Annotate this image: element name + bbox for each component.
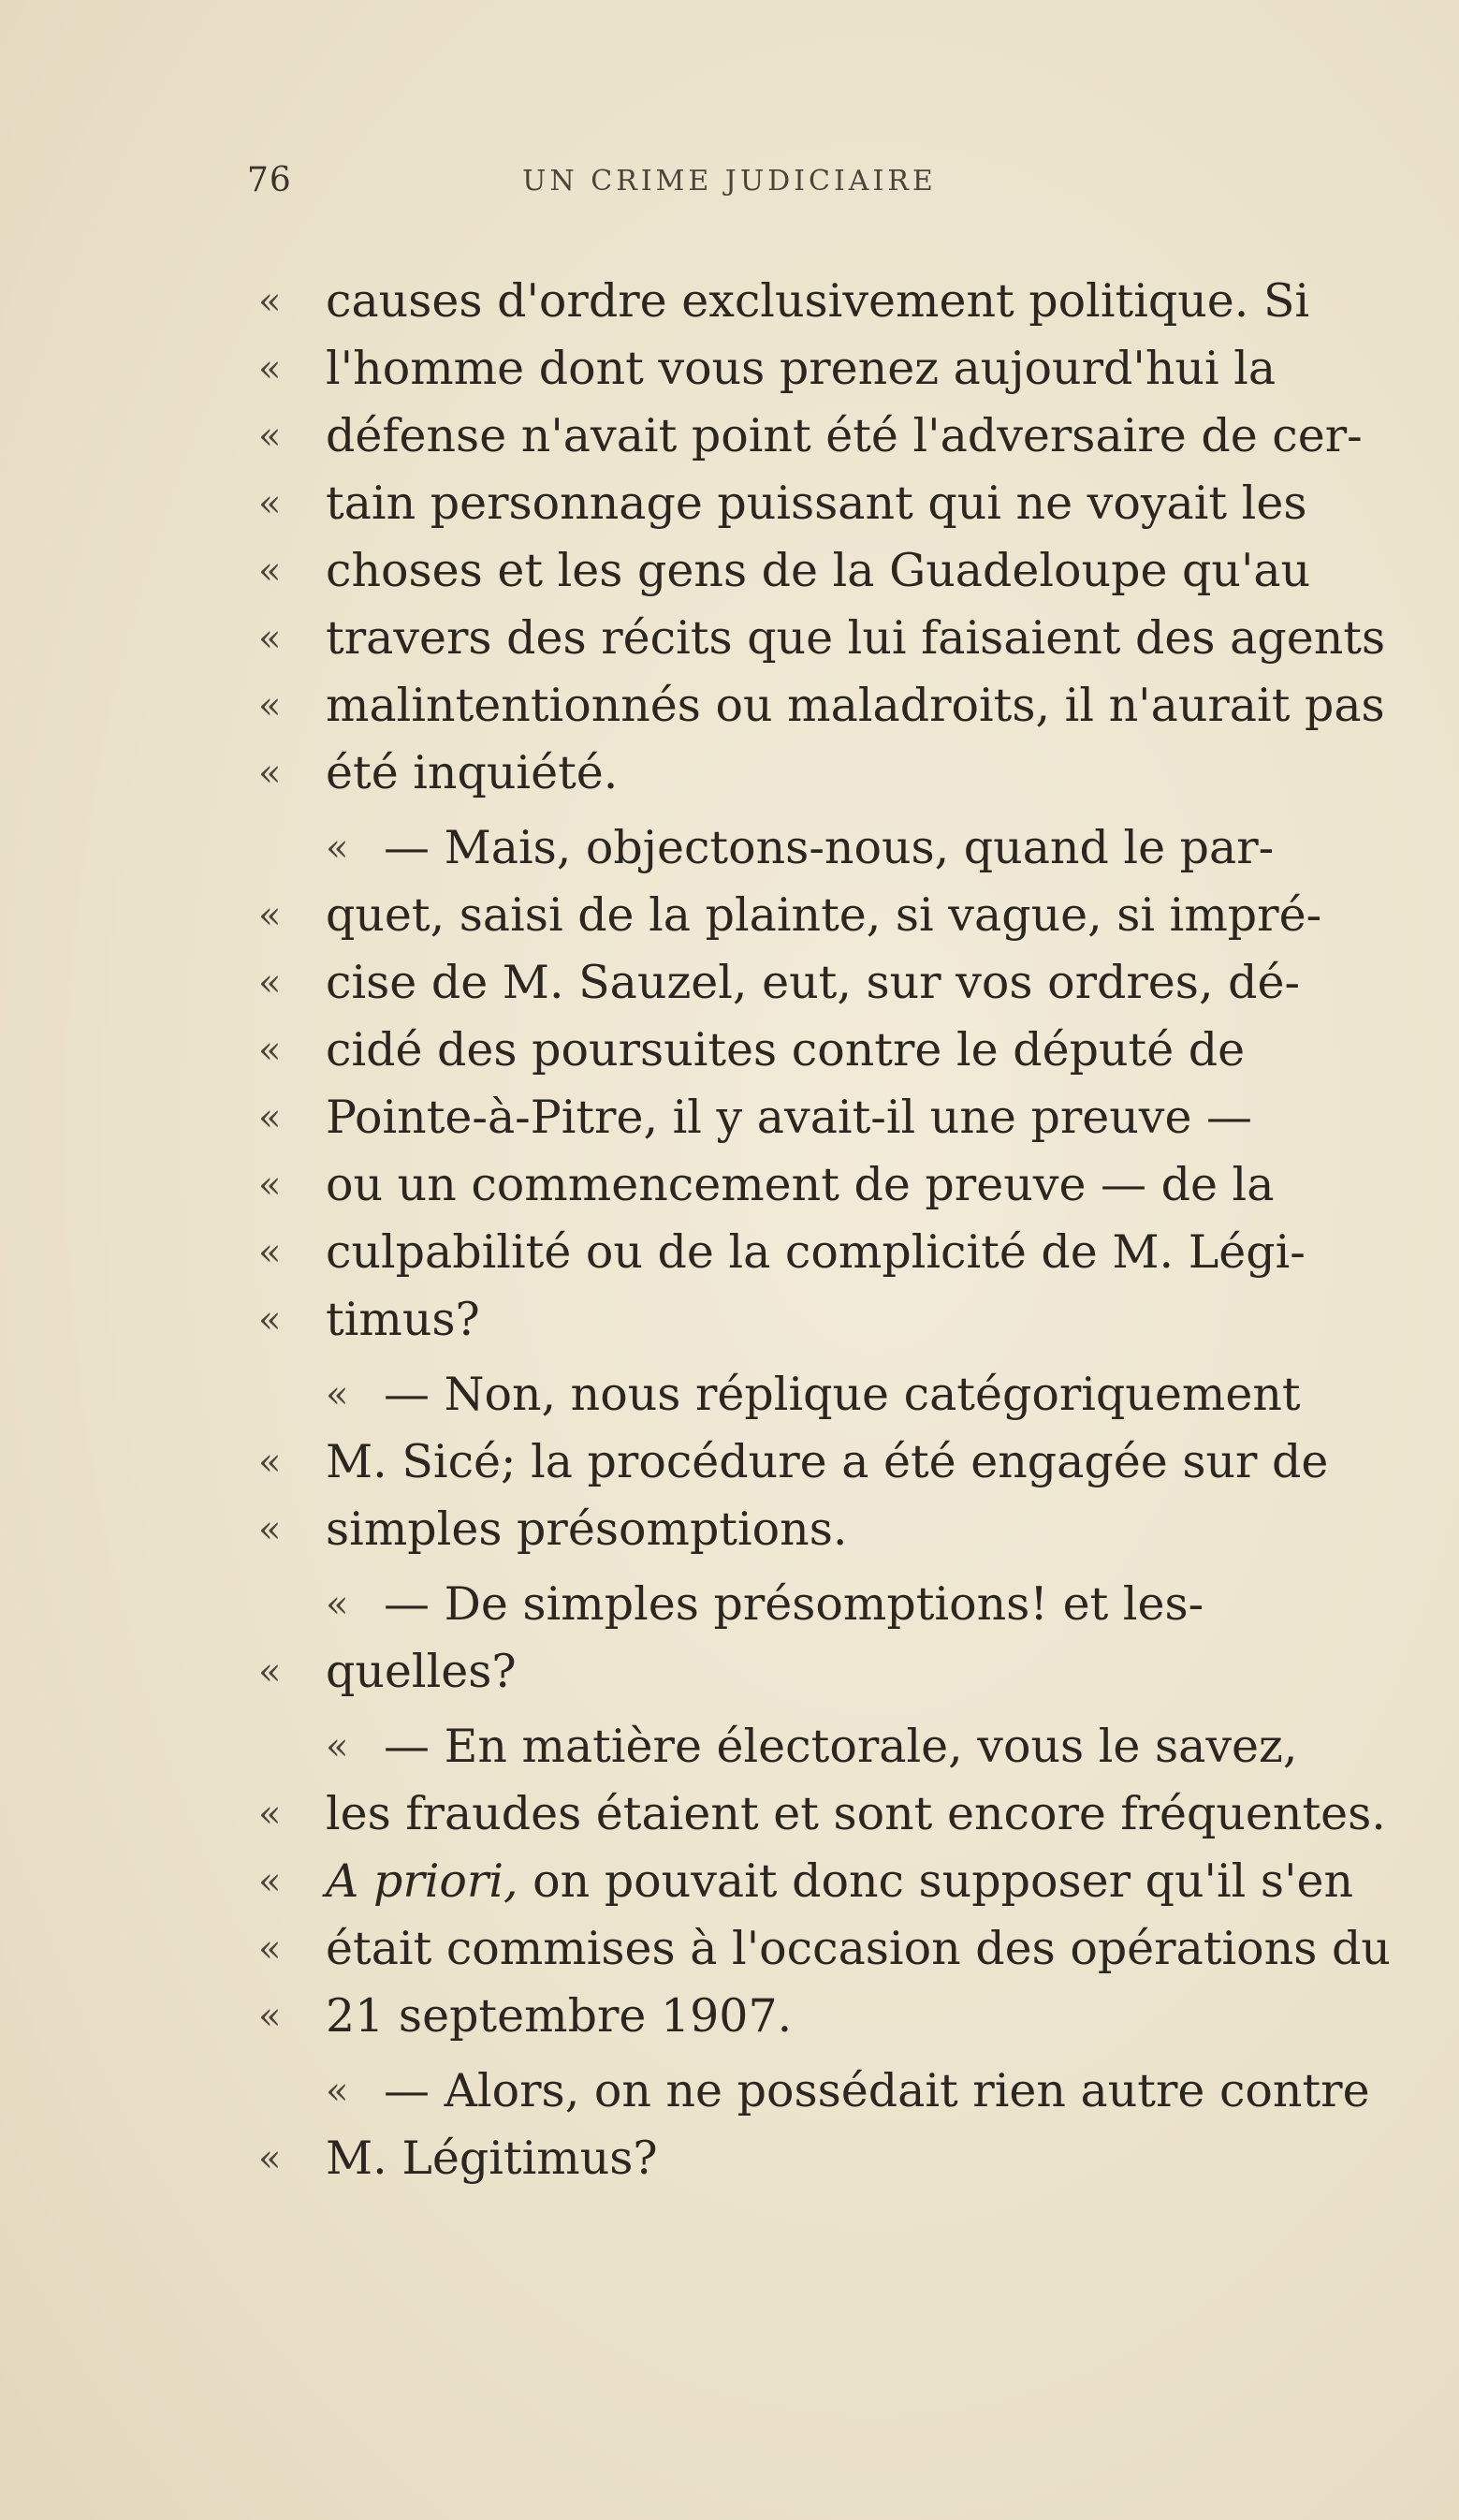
- text-line: [245, 268, 1406, 335]
- line-text: ou un commencement de preuve — de la: [326, 1158, 1275, 1211]
- line-text: timus?: [326, 1293, 480, 1346]
- page-header: [0, 161, 1459, 208]
- quote-mark: «: [258, 1298, 282, 1341]
- line-text: M. Légitimus?: [326, 2132, 658, 2185]
- quote-mark: «: [258, 961, 282, 1004]
- line-text: cidé des poursuites contre le député de: [326, 1023, 1246, 1077]
- line-text: causes d'ordre exclusivement politique. Si: [326, 274, 1310, 328]
- quote-mark: «: [258, 415, 282, 458]
- line-text: quet, saisi de la plainte, si vague, si impré-: [326, 888, 1322, 942]
- text-line: [245, 1286, 1406, 1354]
- line-text: travers des récits que lui faisaient des agents: [326, 611, 1386, 665]
- line-text: choses et les gens de la Guadeloupe qu'au: [326, 544, 1311, 597]
- quote-mark: «: [258, 482, 282, 525]
- quote-mark: «: [258, 1650, 282, 1693]
- quote-mark: «: [258, 347, 282, 390]
- line-text: — Alors, on ne possédait rien autre contre: [384, 2064, 1370, 2117]
- line-text: simples présomptions.: [326, 1502, 848, 1556]
- text-line: [245, 949, 1406, 1017]
- text-line: [245, 1084, 1406, 1151]
- line-text: — De simples présomptions! et les-: [384, 1577, 1204, 1631]
- text-line: [245, 672, 1406, 740]
- text-line: [245, 1848, 1406, 1915]
- quote-mark: «: [258, 549, 282, 593]
- quote-mark: «: [258, 1164, 282, 1207]
- running-title: UN CRIME JUDICIAIRE: [522, 165, 937, 198]
- line-text: l'homme dont vous prenez aujourd'hui la: [326, 342, 1277, 395]
- line-text: défense n'avait point été l'adversaire de cer-: [326, 409, 1363, 462]
- line-text: été inquiété.: [326, 746, 619, 799]
- text-line: [245, 403, 1406, 470]
- quote-mark: «: [326, 1583, 349, 1626]
- line-text: [326, 1848, 1406, 1915]
- line-text-rest: on pouvait donc supposer qu'il s'en: [518, 1854, 1354, 1908]
- text-line: [245, 814, 1406, 882]
- line-text: malintentionnés ou maladroits, il n'aurait pas: [326, 679, 1385, 732]
- text-line: [245, 1151, 1406, 1219]
- quote-mark: «: [258, 1441, 282, 1484]
- line-text: culpabilité ou de la complicité de M. Légi-: [326, 1225, 1306, 1279]
- text-line: [245, 1428, 1406, 1496]
- quote-mark: «: [258, 684, 282, 727]
- text-line: [245, 1571, 1406, 1638]
- body-text: [245, 268, 1406, 2192]
- line-text: tain personnage puissant qui ne voyait les: [326, 476, 1307, 530]
- text-line: [245, 1017, 1406, 1084]
- quote-mark: «: [258, 1096, 282, 1139]
- quote-mark: «: [258, 1029, 282, 1072]
- text-line: [245, 605, 1406, 672]
- quote-mark: «: [326, 2070, 349, 2113]
- quote-mark: «: [258, 1793, 282, 1836]
- text-line: [245, 1915, 1406, 1983]
- quote-mark: «: [258, 280, 282, 323]
- quote-mark: «: [258, 617, 282, 660]
- line-text: — Mais, objectons-nous, quand le par-: [384, 821, 1275, 874]
- text-line: [245, 1780, 1406, 1848]
- quote-mark: «: [258, 2137, 282, 2180]
- quote-mark: «: [258, 1927, 282, 1971]
- line-text: Pointe-à-Pitre, il y avait-il une preuve —: [326, 1091, 1253, 1144]
- text-line: [245, 537, 1406, 605]
- line-text: cise de M. Sauzel, eut, sur vos ordres, dé-: [326, 956, 1301, 1009]
- line-text: M. Sicé; la procédure a été engagée sur de: [326, 1435, 1329, 1488]
- text-line: [245, 470, 1406, 537]
- italic-phrase: A priori,: [326, 1854, 518, 1908]
- text-line: [245, 2125, 1406, 2192]
- line-text: — En matière électorale, vous le savez,: [384, 1720, 1298, 1773]
- text-line: [245, 1638, 1406, 1706]
- text-line: [245, 1713, 1406, 1780]
- text-line: [245, 1219, 1406, 1286]
- quote-mark: «: [258, 1860, 282, 1903]
- line-text: était commises à l'occasion des opérations du: [326, 1922, 1391, 1975]
- quote-mark: «: [258, 894, 282, 937]
- line-text: 21 septembre 1907.: [326, 1989, 793, 2043]
- text-line: [245, 740, 1406, 807]
- quote-mark: «: [258, 1995, 282, 2038]
- text-line: [245, 1361, 1406, 1428]
- text-line: [245, 2058, 1406, 2125]
- line-text: — Non, nous réplique catégoriquement: [384, 1368, 1301, 1421]
- text-line: [245, 882, 1406, 949]
- quote-mark: «: [258, 1231, 282, 1274]
- text-line: [245, 1983, 1406, 2050]
- line-text: les fraudes étaient et sont encore fréquentes.: [326, 1787, 1386, 1840]
- text-line: [245, 1496, 1406, 1563]
- quote-mark: «: [258, 1508, 282, 1551]
- quote-mark: «: [326, 827, 349, 870]
- text-line: [245, 335, 1406, 403]
- line-text: quelles?: [326, 1645, 517, 1698]
- quote-mark: «: [326, 1373, 349, 1416]
- page-number: 76: [247, 161, 292, 199]
- quote-mark: «: [258, 752, 282, 795]
- quote-mark: «: [326, 1725, 349, 1768]
